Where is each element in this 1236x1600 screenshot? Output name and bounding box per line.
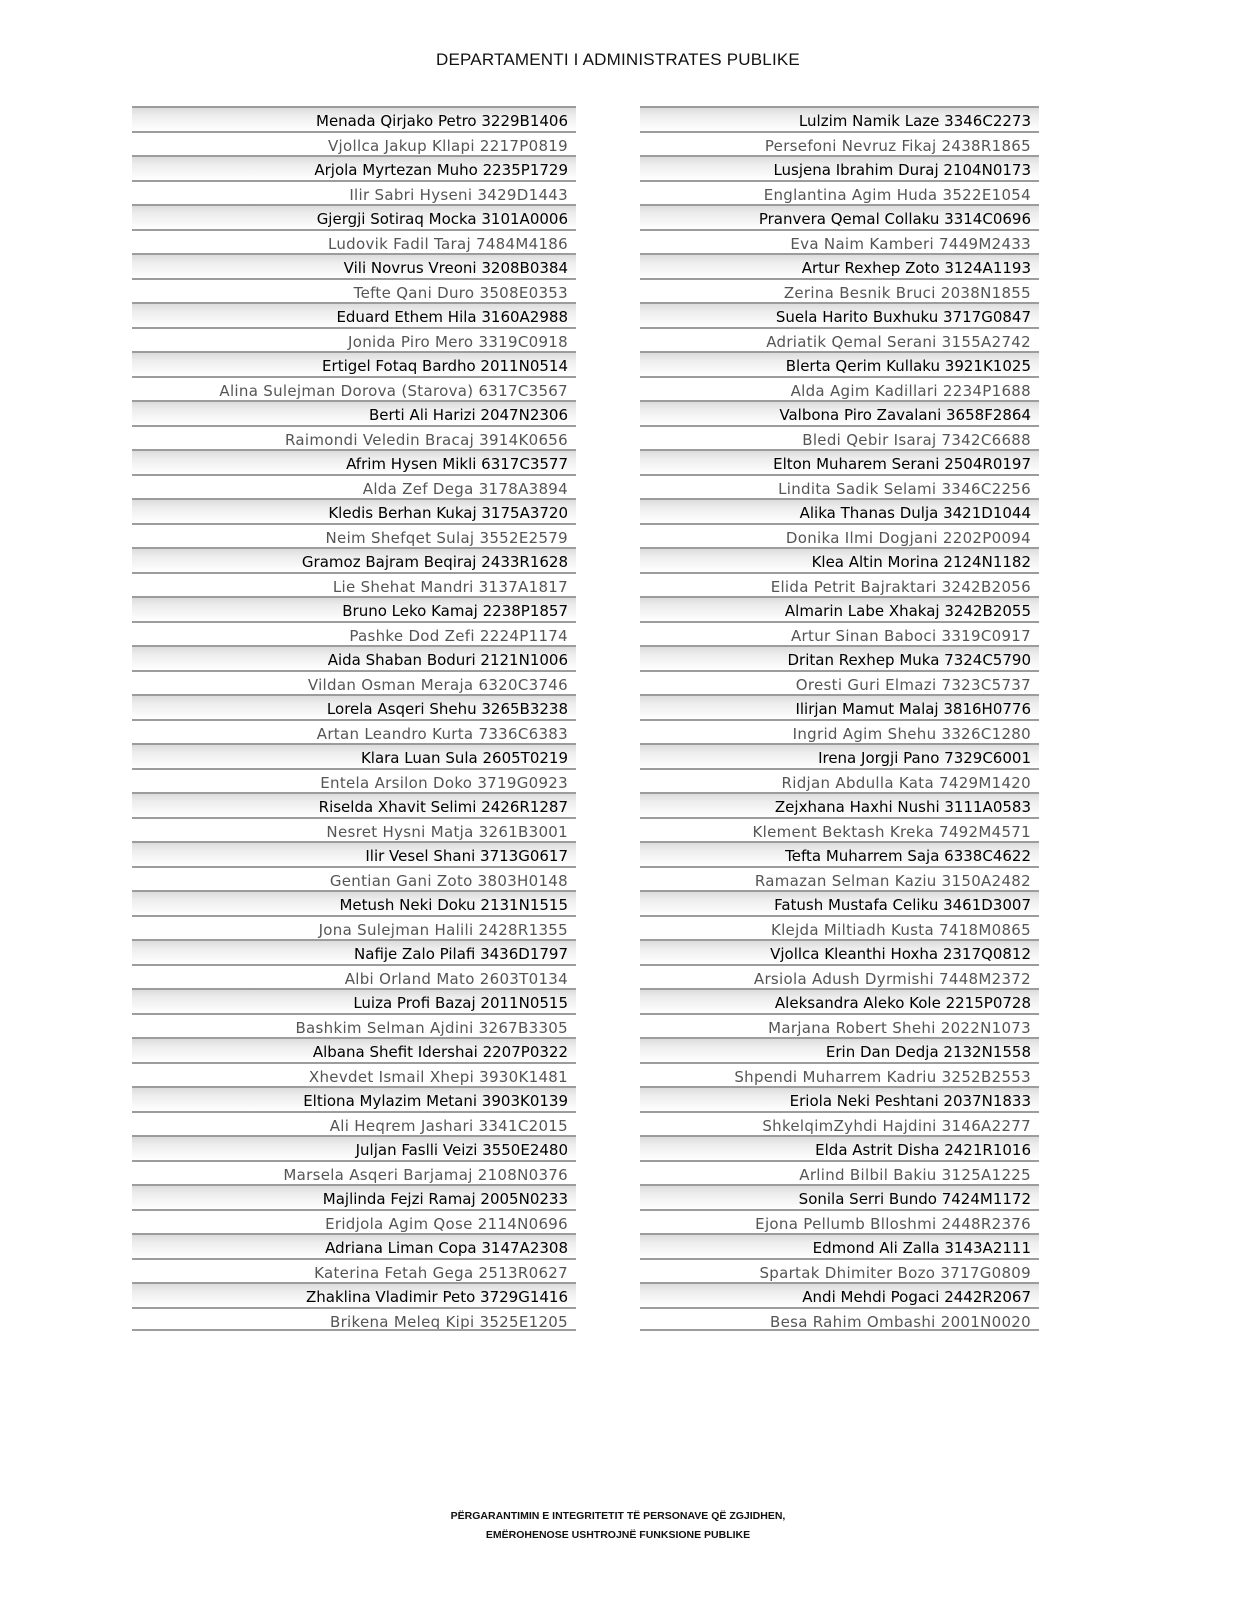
list-item: Oresti Guri Elmazi 7323C5737 <box>640 670 1039 695</box>
list-item: Zejxhana Haxhi Nushi 3111A0583 <box>640 792 1039 817</box>
list-item: Artur Rexhep Zoto 3124A1193 <box>640 253 1039 278</box>
list-item: Aida Shaban Boduri 2121N1006 <box>132 645 576 670</box>
list-item: Gjergji Sotiraq Mocka 3101A0006 <box>132 204 576 229</box>
list-item: Eridjola Agim Qose 2114N0696 <box>132 1209 576 1234</box>
list-item: Eva Naim Kamberi 7449M2433 <box>640 229 1039 254</box>
list-item: Pashke Dod Zefi 2224P1174 <box>132 621 576 646</box>
list-item: Irena Jorgji Pano 7329C6001 <box>640 743 1039 768</box>
list-item: Nesret Hysni Matja 3261B3001 <box>132 817 576 842</box>
list-item: Albi Orland Mato 2603T0134 <box>132 964 576 989</box>
list-item: Zerina Besnik Bruci 2038N1855 <box>640 278 1039 303</box>
list-item: Ejona Pellumb Blloshmi 2448R2376 <box>640 1209 1039 1234</box>
list-item: Bledi Qebir Isaraj 7342C6688 <box>640 425 1039 450</box>
list-item: Artur Sinan Baboci 3319C0917 <box>640 621 1039 646</box>
right-name-column <box>640 106 1039 1331</box>
list-item: Brikena Meleq Kipi 3525E1205 <box>132 1307 576 1332</box>
list-item: Elda Astrit Disha 2421R1016 <box>640 1135 1039 1160</box>
list-item: Lusjena Ibrahim Duraj 2104N0173 <box>640 155 1039 180</box>
list-item: Almarin Labe Xhakaj 3242B2055 <box>640 596 1039 621</box>
list-item: Metush Neki Doku 2131N1515 <box>132 890 576 915</box>
list-item: Valbona Piro Zavalani 3658F2864 <box>640 400 1039 425</box>
list-item: Afrim Hysen Mikli 6317C3577 <box>132 449 576 474</box>
left-name-column <box>132 106 576 1331</box>
list-item: Juljan Faslli Veizi 3550E2480 <box>132 1135 576 1160</box>
list-item: Arlind Bilbil Bakiu 3125A1225 <box>640 1160 1039 1185</box>
list-item: Lulzim Namik Laze 3346C2273 <box>640 106 1039 131</box>
list-item: Zhaklina Vladimir Peto 3729G1416 <box>132 1282 576 1307</box>
list-item: Gentian Gani Zoto 3803H0148 <box>132 866 576 891</box>
list-item: Arsiola Adush Dyrmishi 7448M2372 <box>640 964 1039 989</box>
page-footer <box>0 1507 1236 1545</box>
list-item: Kledis Berhan Kukaj 3175A3720 <box>132 498 576 523</box>
list-item: Ilirjan Mamut Malaj 3816H0776 <box>640 694 1039 719</box>
footer-line-2: EMËROHENOSE USHTROJNË FUNKSIONE PUBLIKE <box>485 1529 751 1541</box>
list-item: Jona Sulejman Halili 2428R1355 <box>132 915 576 940</box>
list-item: Ludovik Fadil Taraj 7484M4186 <box>132 229 576 254</box>
list-item: Ali Heqrem Jashari 3341C2015 <box>132 1111 576 1136</box>
list-item: Ilir Sabri Hyseni 3429D1443 <box>132 180 576 205</box>
list-item: Alina Sulejman Dorova (Starova) 6317C3567 <box>132 376 576 401</box>
list-item: Menada Qirjako Petro 3229B1406 <box>132 106 576 131</box>
list-item: Luiza Profi Bazaj 2011N0515 <box>132 988 576 1013</box>
list-item: Riselda Xhavit Selimi 2426R1287 <box>132 792 576 817</box>
list-item: Bruno Leko Kamaj 2238P1857 <box>132 596 576 621</box>
list-item: Donika Ilmi Dogjani 2202P0094 <box>640 523 1039 548</box>
list-item: Vjollca Jakup Kllapi 2217P0819 <box>132 131 576 156</box>
list-item: Xhevdet Ismail Xhepi 3930K1481 <box>132 1062 576 1087</box>
list-item: Blerta Qerim Kullaku 3921K1025 <box>640 351 1039 376</box>
list-item: Tefta Muharrem Saja 6338C4622 <box>640 841 1039 866</box>
list-item: Raimondi Veledin Bracaj 3914K0656 <box>132 425 576 450</box>
list-item: ShkelqimZyhdi Hajdini 3146A2277 <box>640 1111 1039 1136</box>
list-item: Lie Shehat Mandri 3137A1817 <box>132 572 576 597</box>
list-item: Klejda Miltiadh Kusta 7418M0865 <box>640 915 1039 940</box>
list-item: Lorela Asqeri Shehu 3265B3238 <box>132 694 576 719</box>
list-item: Entela Arsilon Doko 3719G0923 <box>132 768 576 793</box>
list-item: Arjola Myrtezan Muho 2235P1729 <box>132 155 576 180</box>
list-item: Klea Altin Morina 2124N1182 <box>640 547 1039 572</box>
list-item: Adriatik Qemal Serani 3155A2742 <box>640 327 1039 352</box>
list-item: Erin Dan Dedja 2132N1558 <box>640 1037 1039 1062</box>
list-item: Ilir Vesel Shani 3713G0617 <box>132 841 576 866</box>
list-item: Alda Zef Dega 3178A3894 <box>132 474 576 499</box>
list-item: Vjollca Kleanthi Hoxha 2317Q0812 <box>640 939 1039 964</box>
list-item: Dritan Rexhep Muka 7324C5790 <box>640 645 1039 670</box>
list-item: Englantina Agim Huda 3522E1054 <box>640 180 1039 205</box>
list-item: Fatush Mustafa Celiku 3461D3007 <box>640 890 1039 915</box>
list-item: Adriana Liman Copa 3147A2308 <box>132 1233 576 1258</box>
list-item: Tefte Qani Duro 3508E0353 <box>132 278 576 303</box>
list-item: Vildan Osman Meraja 6320C3746 <box>132 670 576 695</box>
list-item: Neim Shefqet Sulaj 3552E2579 <box>132 523 576 548</box>
list-item: Majlinda Fejzi Ramaj 2005N0233 <box>132 1184 576 1209</box>
list-item: Vili Novrus Vreoni 3208B0384 <box>132 253 576 278</box>
list-item: Nafije Zalo Pilafi 3436D1797 <box>132 939 576 964</box>
list-item: Eriola Neki Peshtani 2037N1833 <box>640 1086 1039 1111</box>
list-item: Suela Harito Buxhuku 3717G0847 <box>640 302 1039 327</box>
list-item: Aleksandra Aleko Kole 2215P0728 <box>640 988 1039 1013</box>
list-item: Alika Thanas Dulja 3421D1044 <box>640 498 1039 523</box>
list-item: Ramazan Selman Kaziu 3150A2482 <box>640 866 1039 891</box>
list-item: Marsela Asqeri Barjamaj 2108N0376 <box>132 1160 576 1185</box>
list-item: Persefoni Nevruz Fikaj 2438R1865 <box>640 131 1039 156</box>
list-item: Pranvera Qemal Collaku 3314C0696 <box>640 204 1039 229</box>
list-item: Klement Bektash Kreka 7492M4571 <box>640 817 1039 842</box>
list-item: Alda Agim Kadillari 2234P1688 <box>640 376 1039 401</box>
footer-line-1: PËRGARANTIMIN E INTEGRITETIT TË PERSONAVE QË ZGJIDHEN, <box>450 1510 786 1522</box>
list-item: Jonida Piro Mero 3319C0918 <box>132 327 576 352</box>
list-item: Ertigel Fotaq Bardho 2011N0514 <box>132 351 576 376</box>
list-item: Edmond Ali Zalla 3143A2111 <box>640 1233 1039 1258</box>
list-item: Berti Ali Harizi 2047N2306 <box>132 400 576 425</box>
list-item: Ridjan Abdulla Kata 7429M1420 <box>640 768 1039 793</box>
list-item: Spartak Dhimiter Bozo 3717G0809 <box>640 1258 1039 1283</box>
list-item: Eduard Ethem Hila 3160A2988 <box>132 302 576 327</box>
list-item: Besa Rahim Ombashi 2001N0020 <box>640 1307 1039 1332</box>
list-item: Albana Shefit Idershai 2207P0322 <box>132 1037 576 1062</box>
list-item: Andi Mehdi Pogaci 2442R2067 <box>640 1282 1039 1307</box>
list-item: Klara Luan Sula 2605T0219 <box>132 743 576 768</box>
list-item: Gramoz Bajram Beqiraj 2433R1628 <box>132 547 576 572</box>
list-item: Ingrid Agim Shehu 3326C1280 <box>640 719 1039 744</box>
list-item: Bashkim Selman Ajdini 3267B3305 <box>132 1013 576 1038</box>
list-item: Artan Leandro Kurta 7336C6383 <box>132 719 576 744</box>
list-item: Lindita Sadik Selami 3346C2256 <box>640 474 1039 499</box>
list-item: Eltiona Mylazim Metani 3903K0139 <box>132 1086 576 1111</box>
page-title: DEPARTAMENTI I ADMINISTRATES PUBLIKE <box>436 50 800 69</box>
list-item: Elida Petrit Bajraktari 3242B2056 <box>640 572 1039 597</box>
list-item: Shpendi Muharrem Kadriu 3252B2553 <box>640 1062 1039 1087</box>
list-item: Katerina Fetah Gega 2513R0627 <box>132 1258 576 1283</box>
list-item: Sonila Serri Bundo 7424M1172 <box>640 1184 1039 1209</box>
list-item: Elton Muharem Serani 2504R0197 <box>640 449 1039 474</box>
list-item: Marjana Robert Shehi 2022N1073 <box>640 1013 1039 1038</box>
